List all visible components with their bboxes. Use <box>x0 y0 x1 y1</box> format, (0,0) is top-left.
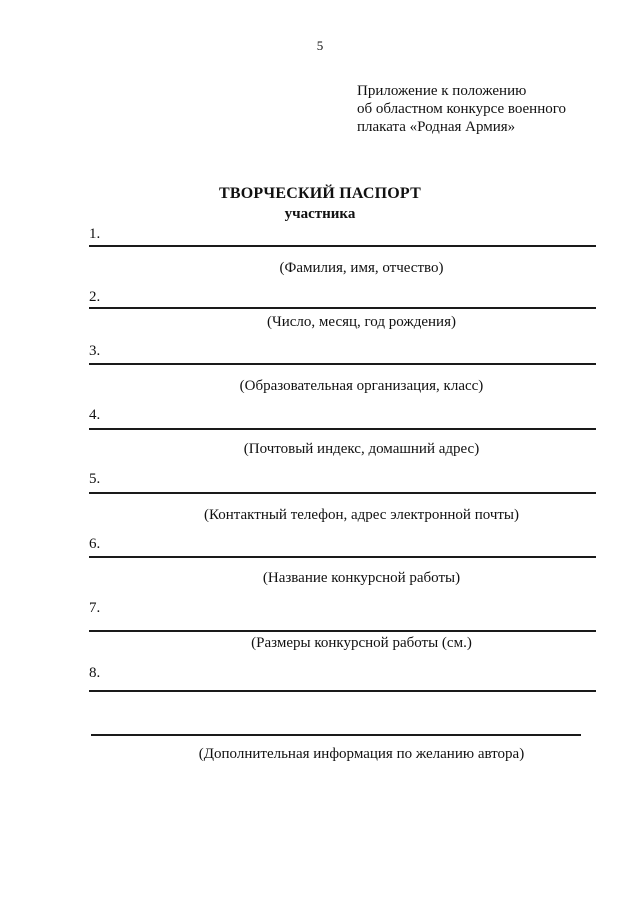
field-2-number: 2. <box>89 289 101 305</box>
field-8-number: 8. <box>89 665 101 681</box>
field-7-line <box>89 630 596 632</box>
field-6-number: 6. <box>89 536 101 552</box>
field-4-number: 4. <box>89 407 101 423</box>
appendix-line-2: об областном конкурсе военного <box>357 101 567 117</box>
field-7-caption: (Размеры конкурсной работы (см.) <box>251 635 472 651</box>
field-3-number: 3. <box>89 343 101 359</box>
field-1-line <box>89 245 596 247</box>
document-subtitle: участника <box>284 206 356 222</box>
field-6-line <box>89 556 596 558</box>
field-8-caption: (Дополнительная информация по желанию автора) <box>198 746 525 762</box>
field-3-line <box>89 363 596 365</box>
field-1-number: 1. <box>89 226 101 242</box>
field-8-extra-line <box>91 734 581 736</box>
field-4-line <box>89 428 596 430</box>
appendix-line-1: Приложение к положению <box>357 83 527 99</box>
field-5-line <box>89 492 596 494</box>
field-3-caption: (Образовательная организация, класс) <box>239 378 484 394</box>
field-8-line <box>89 690 596 692</box>
field-4-caption: (Почтовый индекс, домашний адрес) <box>243 441 480 457</box>
field-2-line <box>89 307 596 309</box>
document-title: ТВОРЧЕСКИЙ ПАСПОРТ <box>219 185 421 202</box>
field-6-caption: (Название конкурсной работы) <box>262 570 461 586</box>
field-2-caption: (Число, месяц, год рождения) <box>267 314 456 330</box>
field-7-number: 7. <box>89 600 101 616</box>
appendix-line-3: плаката «Родная Армия» <box>357 119 516 135</box>
field-5-caption: (Контактный телефон, адрес электронной почты) <box>204 507 519 523</box>
field-5-number: 5. <box>89 471 101 487</box>
field-1-caption: (Фамилия, имя, отчество) <box>279 260 444 276</box>
appendix-note <box>357 82 566 136</box>
page-number: 5 <box>316 38 324 53</box>
